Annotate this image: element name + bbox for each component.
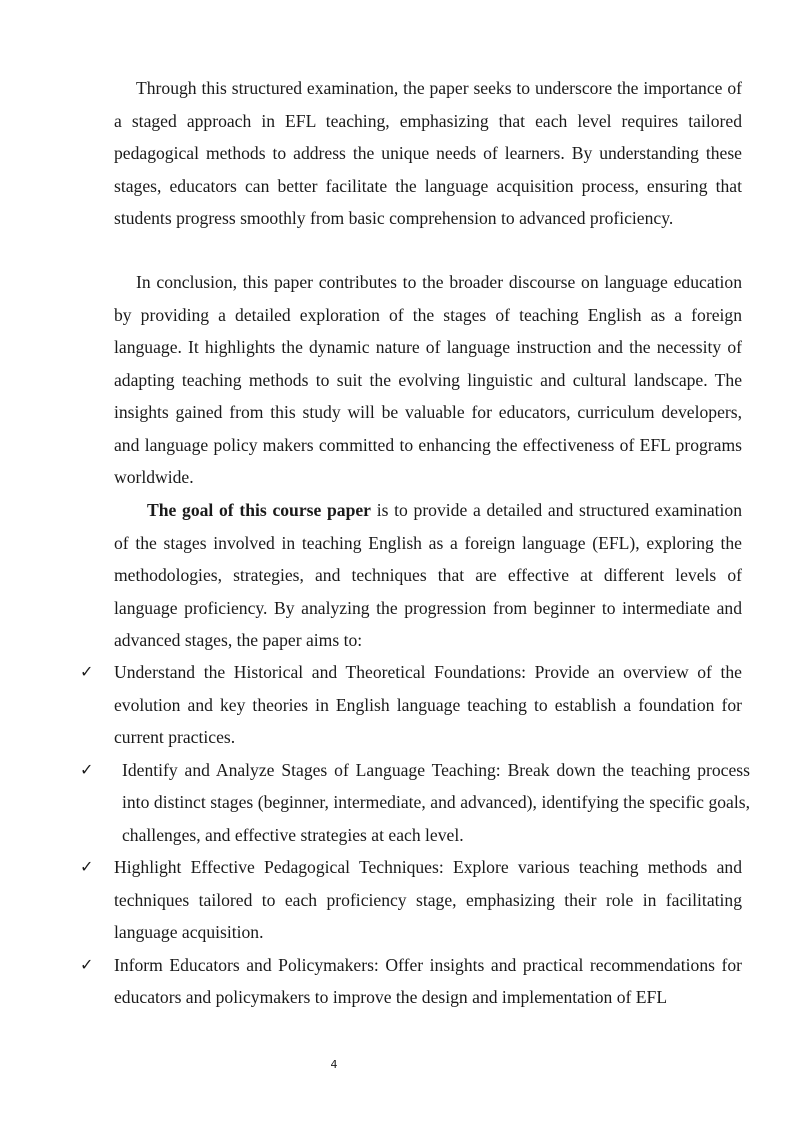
body-paragraph-conclusion: In conclusion, this paper contributes to the broader discourse on language education by providing a detailed exploration of the stages of teaching English as a foreign language. It highlights the dynamic nature of language instruction and the necessity of adapting teaching methods to suit the evolving linguistic and cultural landscape. The insights gained from this study will be valuable for educators, curriculum developers, and language policy makers committed to enhancing the effectiveness of EFL programs worldwide. — [114, 272, 742, 487]
goal-description: is to provide a detailed and structured examination of the stages involved in teaching English as a foreign language (EFL), exploring the methodologies, strategies, and techniques that are effective at different levels of language proficiency. By analyzing the progression from beginner to intermediate and advanced stages, the paper aims to: — [114, 500, 742, 650]
aims-checklist — [0, 656, 800, 1014]
aim-historical-foundations: Understand the Historical and Theoretical Foundations: Provide an overview of the evolution and key theories in English language teaching to establish a foundation for current practices. — [114, 662, 742, 747]
aim-identify-stages: Identify and Analyze Stages of Language Teaching: Break down the teaching process into distinct stages (beginner, intermediate, and advanced), identifying the specific goals, challenges, and effective strategies at each level. — [122, 759, 750, 845]
list-item — [0, 656, 800, 754]
page-number: 4 — [330, 1058, 338, 1071]
body-paragraph-goal — [114, 494, 742, 657]
list-item — [0, 851, 800, 949]
check-mark-icon: ✓ — [80, 857, 94, 876]
list-item — [0, 754, 800, 852]
check-mark-icon: ✓ — [80, 954, 94, 974]
aim-inform-educators: Inform Educators and Policymakers: Offer insights and practical recommendations for educators and policymakers to improve the design and implementation of EFL — [114, 954, 742, 1007]
check-mark-icon: ✓ — [80, 759, 94, 779]
check-mark-icon: ✓ — [80, 662, 94, 681]
aim-pedagogical-techniques: Highlight Effective Pedagogical Techniques: Explore various teaching methods and techniques tailored to each proficiency stage, emphasizing their role in facilitating language acquisition. — [114, 857, 742, 942]
body-paragraph-structured-examination: Through this structured examination, the paper seeks to underscore the importance of a staged approach in EFL teaching, emphasizing that each level requires tailored pedagogical methods to address the unique needs of learners. By understanding these stages, educators can better facilitate the language acquisition process, ensuring that students progress smoothly from basic comprehension to advanced proficiency. — [114, 78, 742, 228]
goal-bold-lead: The goal of this course paper — [147, 500, 371, 520]
list-item — [0, 949, 800, 1014]
